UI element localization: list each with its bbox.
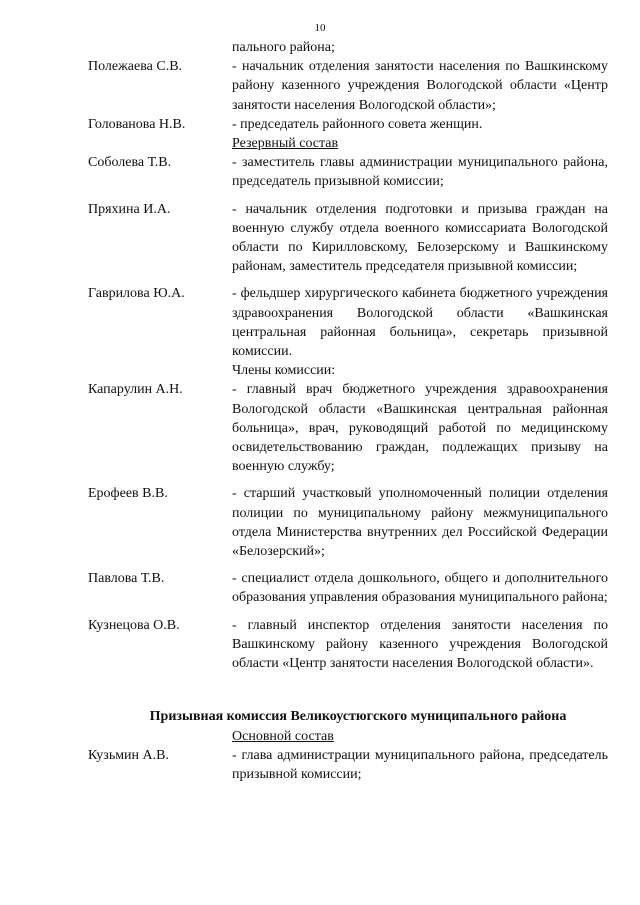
reserve-heading: Резервный состав [232, 136, 339, 152]
document-body [88, 38, 608, 784]
member-row [88, 200, 608, 277]
member-name: Капарулин А.Н. [88, 382, 183, 398]
member-position: - председатель районного совета женщин. [232, 116, 483, 132]
member-row [88, 484, 608, 561]
continuation-text: пального района; [232, 40, 335, 55]
section-title: Призывная комиссия Великоустюгского муниципального района [149, 709, 567, 725]
members-heading: Члены комиссии: [232, 363, 336, 379]
member-position: - главный врач бюджетного учреждения здравоохранения Вологодской области «Вашкинская центральная районная больница», врач, руководящий работой по медицинскому освидетельствованию граждан, подлежащих призыву на военную службу; [232, 382, 608, 475]
member-name: Соболева Т.В. [88, 155, 172, 171]
member-position: - начальник отделения занятости населения по Вашкинскому району казенного учреждения Вологодской области «Центр занятости населения Вологодской области»; [232, 59, 608, 113]
member-row [88, 153, 608, 191]
member-position: - заместитель главы администрации муниципального района, председатель призывной комиссии; [232, 155, 608, 190]
member-row [88, 284, 608, 361]
member-name: Полежаева С.В. [88, 59, 183, 75]
member-position: - начальник отделения подготовки и призыва граждан на военную службу отдела военного комиссариата Вологодской области по Кирилловскому, Белозерскому и Вашкинскому районам, заместитель председателя призывной комиссии; [232, 201, 608, 275]
member-name: Гаврилова Ю.А. [88, 286, 185, 302]
member-position: - глава администрации муниципального района, председатель призывной комиссии; [232, 747, 608, 782]
member-name: Кузнецова О.В. [88, 617, 180, 633]
member-row [88, 115, 608, 134]
member-name: Павлова Т.В. [88, 571, 165, 587]
page-number: 10 [314, 22, 326, 34]
member-name: Голованова Н.В. [88, 116, 186, 132]
member-name: Пряхина И.А. [88, 201, 171, 217]
member-position: - главный инспектор отделения занятости населения по Вашкинскому району казенного учреждения Вологодской области «Центр занятости населения Вологодской области». [232, 617, 608, 672]
member-row [88, 380, 608, 476]
member-row [88, 616, 608, 674]
member-position: - специалист отдела дошкольного, общего и дополнительного образования управления образования муниципального района; [232, 571, 608, 606]
member-position: - фельдшер хирургического кабинета бюджетного учреждения здравоохранения Вологодской области «Вашкинская центральная районная больница», секретарь призывной комиссии. [232, 286, 608, 360]
member-position: - старший участковый уполномоченный полиции отделения полиции по муниципальному району межмуниципального отдела Министерства внутренних дел Российской Федерации «Белозерский»; [232, 486, 608, 560]
member-name: Ерофеев В.В. [88, 486, 168, 502]
member-name: Кузьмин А.В. [88, 747, 169, 763]
member-row [88, 57, 608, 115]
member-row [88, 746, 608, 784]
main-composition-heading: Основной состав [232, 728, 334, 744]
member-row [88, 569, 608, 607]
